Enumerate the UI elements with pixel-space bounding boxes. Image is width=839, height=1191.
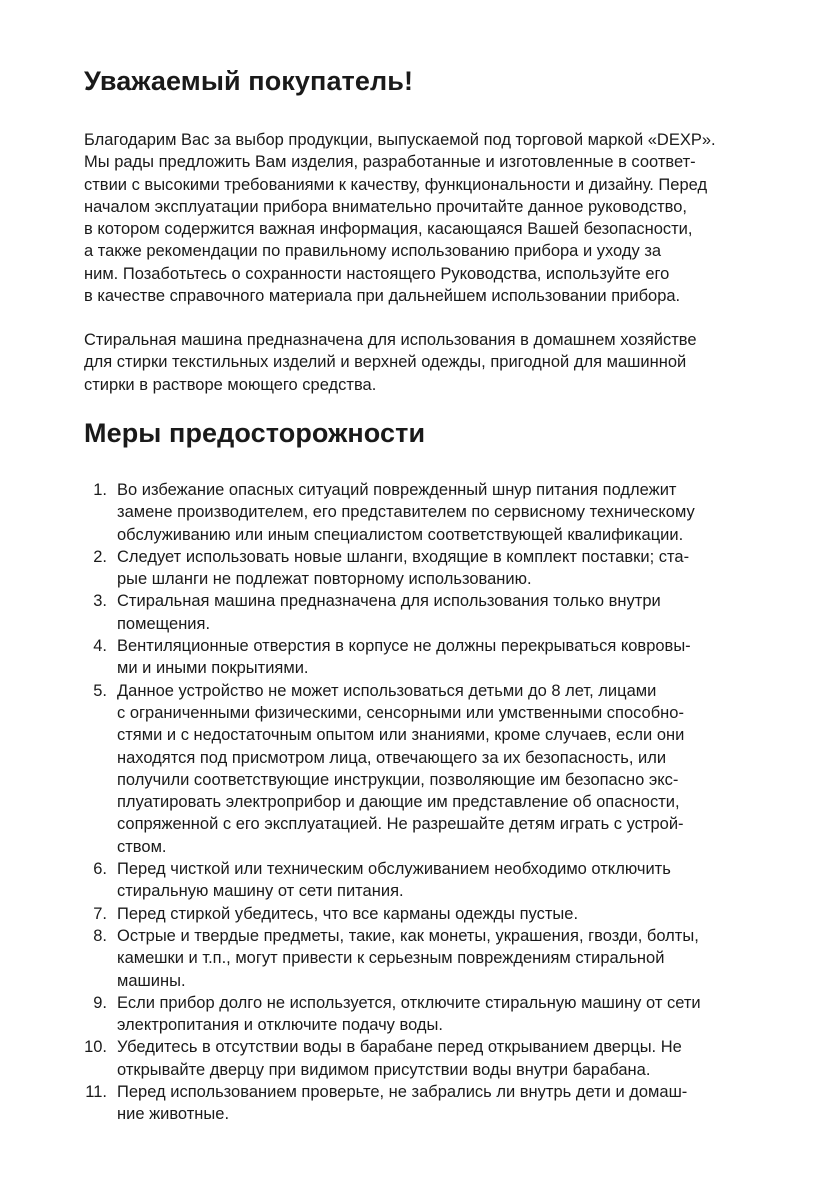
text-line: Благодарим Вас за выбор продукции, выпускаемой под торговой маркой «DEXP».	[84, 131, 716, 149]
section-title: Меры предосторожности	[84, 418, 426, 448]
text-line: сопряженной с его эксплуатацией. Не разрешайте детям играть с устрой-	[117, 815, 684, 834]
item-number: 9.	[93, 993, 107, 1012]
item-number: 1.	[93, 481, 107, 499]
page-title: Уважаемый покупатель!	[84, 66, 414, 96]
text-line: замене производителем, его представителем по сервисному техническому	[117, 503, 695, 522]
text-line: Если прибор долго не используется, отключите стиральную машину от сети	[117, 993, 701, 1012]
item-number: 2.	[93, 547, 107, 566]
text-line: Перед стиркой убедитесь, что все карманы одежды пустые.	[117, 904, 579, 923]
text-line: электропитания и отключите подачу воды.	[117, 1016, 443, 1035]
text-line: с ограниченными физическими, сенсорными или умственными способно-	[117, 703, 684, 722]
text-line: находятся под присмотром лица, отвечающего за их безопасность, или	[117, 748, 667, 767]
text-line: открывайте дверцу при видимом присутствии воды внутри барабана.	[117, 1060, 651, 1079]
text-line: плуатировать электроприбор и дающие им представление об опасности,	[117, 793, 680, 812]
text-line: ми и иными покрытиями.	[117, 659, 309, 678]
text-line: для стирки текстильных изделий и верхней одежды, пригодной для машинной	[84, 353, 687, 372]
text-line: Убедитесь в отсутствии воды в барабане перед открыванием дверцы. Не	[117, 1038, 682, 1057]
list-item	[84, 546, 701, 591]
item-number: 3.	[93, 592, 107, 611]
list-item	[84, 1036, 701, 1081]
text-line: в качестве справочного материала при дальнейшем использовании прибора.	[84, 287, 681, 306]
list-item	[84, 680, 701, 858]
text-line: Во избежание опасных ситуаций поврежденный шнур питания подлежит	[117, 481, 677, 499]
text-line: ние животные.	[117, 1105, 230, 1124]
text-line: стями и с недостаточным опытом или знаниями, кроме случаев, если они	[117, 726, 685, 745]
text-line: Острые и твердые предметы, такие, как монеты, украшения, гвозди, болты,	[117, 926, 699, 945]
text-line: ствии с высокими требованиями к качеству, функциональности и дизайну. Перед	[84, 175, 708, 194]
text-line: Перед чисткой или техническим обслуживанием необходимо отключить	[117, 860, 671, 879]
list-item	[84, 590, 701, 635]
precautions-list	[84, 479, 701, 1126]
text-line: ством.	[117, 837, 167, 856]
text-line: Данное устройство не может использоваться детьми до 8 лет, лицами	[117, 681, 657, 700]
text-line: получили соответствующие инструкции, позволяющие им безопасно экс-	[117, 770, 679, 789]
list-item	[84, 635, 701, 680]
text-line: Перед использованием проверьте, не забрались ли внутрь дети и домаш-	[117, 1083, 688, 1102]
intro-paragraph-2	[84, 329, 697, 396]
item-number: 4.	[93, 637, 107, 656]
item-number: 10.	[84, 1038, 107, 1057]
item-number: 11.	[85, 1083, 107, 1102]
text-line: в котором содержится важная информация, касающаяся Вашей безопасности,	[84, 220, 693, 239]
text-line: рые шланги не подлежат повторному использованию.	[117, 570, 532, 589]
list-item	[84, 925, 701, 992]
item-number: 7.	[93, 904, 107, 923]
item-number: 5.	[93, 681, 107, 700]
list-item	[84, 992, 701, 1037]
list-item	[84, 1081, 701, 1126]
text-line: машины.	[117, 971, 186, 990]
text-line: обслуживанию или иным специалистом соответствующей квалификации.	[117, 525, 684, 544]
text-line: Стиральная машина предназначена для использования только внутри	[117, 592, 661, 611]
item-number: 6.	[93, 860, 107, 879]
text-line: а также рекомендации по правильному использованию прибора и уходу за	[84, 242, 662, 261]
text-line: началом эксплуатации прибора внимательно прочитайте данное руководство,	[84, 197, 687, 216]
text-line: Мы рады предложить Вам изделия, разработанные и изготовленные в соответ-	[84, 153, 696, 172]
intro-paragraph-1	[84, 129, 716, 307]
list-item	[84, 479, 701, 546]
text-line: Следует использовать новые шланги, входящие в комплект поставки; ста-	[117, 547, 690, 566]
text-line: помещения.	[117, 614, 211, 633]
text-line: стирки в растворе моющего средства.	[84, 375, 377, 394]
text-line: ним. Позаботьтесь о сохранности настоящего Руководства, используйте его	[84, 264, 670, 283]
list-item	[84, 903, 701, 925]
list-item	[84, 858, 701, 903]
text-line: Стиральная машина предназначена для использования в домашнем хозяйстве	[84, 331, 697, 349]
text-line: камешки и т.п., могут привести к серьезным повреждениям стиральной	[117, 949, 665, 968]
text-line: Вентиляционные отверстия в корпусе не должны перекрываться ковровы-	[117, 637, 691, 656]
item-number: 8.	[93, 926, 107, 945]
text-line: стиральную машину от сети питания.	[117, 882, 404, 901]
